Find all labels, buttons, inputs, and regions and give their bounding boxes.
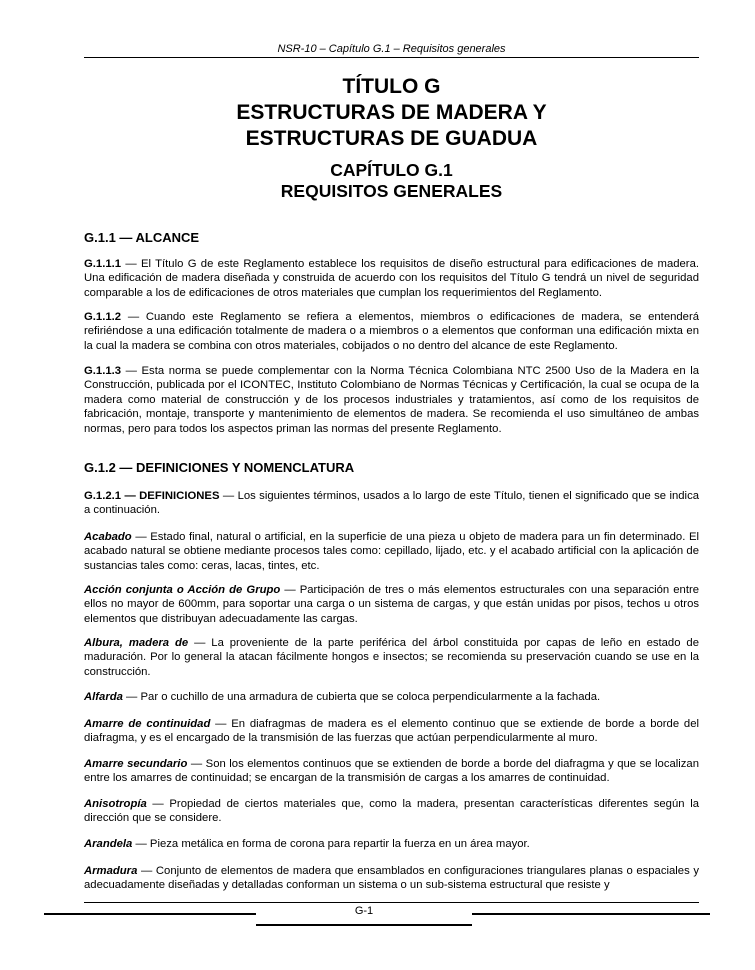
definition-item bbox=[84, 530, 699, 573]
definition-item bbox=[84, 864, 699, 893]
running-header: NSR-10 – Capítulo G.1 – Requisitos generales bbox=[277, 43, 506, 55]
definition-term: Albura, madera de bbox=[84, 637, 189, 649]
definition-item bbox=[84, 690, 699, 704]
definition-text: — Propiedad de ciertos materiales que, como la madera, presentan características diferentes según la dirección que se considere. bbox=[84, 798, 699, 825]
title-line-3: ESTRUCTURAS DE GUADUA bbox=[245, 127, 538, 150]
definition-text: — Par o cuchillo de una armadura de cubierta que se coloca perpendicularmente a la fachada. bbox=[122, 691, 601, 703]
paragraph-text: — Cuando este Reglamento se refiera a elementos, miembros o edificaciones de madera, se entenderá refiriéndose a una edificación totalmente de madera o a miembros o a elementos que conforman una edificación mixta en la cual la madera se combina con otros materiales, cobijados o no dentro del alcance de este Reglamento. bbox=[84, 311, 699, 352]
chapter-line-1: CAPÍTULO G.1 bbox=[330, 160, 453, 180]
definition-text: — Pieza metálica en forma de corona para repartir la fuerza en un área mayor. bbox=[132, 838, 530, 850]
section-heading-alcance: G.1.1 — ALCANCE bbox=[84, 230, 200, 245]
paragraph-text: — Esta norma se puede complementar con la Norma Técnica Colombiana NTC 2500 Uso de la Madera en la Construcción, publicada por el ICONTEC, Instituto Colombiano de Normas Técnicas y Certificación, la cual se ocupa de la madera como material de construcción y de los procesos industriales y tratamientos, así como de los requisitos de fabricación, montaje, transporte y mantenimiento de elementos de madera. Se recomienda el uso simultáneo de ambas normas, pero para todos los aspectos priman las normas del presente Reglamento. bbox=[84, 365, 699, 435]
paragraph-text: — Los siguientes términos, usados a lo largo de este Título, tienen el significado que se indica a continuación. bbox=[84, 490, 700, 517]
definition-term: Acción conjunta o Acción de Grupo bbox=[84, 584, 281, 596]
definition-item bbox=[84, 636, 699, 679]
paragraph-label: G.1.1.1 bbox=[84, 258, 122, 270]
footer-rule-right bbox=[472, 913, 710, 915]
paragraph-g121 bbox=[84, 489, 699, 518]
definition-term: Acabado bbox=[84, 531, 132, 543]
page-number: G-1 bbox=[354, 905, 374, 917]
definition-text: — En diafragmas de madera es el elemento continuo que se extiende de borde a borde del diafragma, y es el encargado de la transmisión de las fuerzas que actúan perpendicularmente al muro. bbox=[84, 718, 699, 745]
footer-rule-left bbox=[44, 913, 256, 915]
section-heading-definiciones: G.1.2 — DEFINICIONES Y NOMENCLATURA bbox=[84, 460, 355, 475]
definition-text: — Son los elementos continuos que se extienden de borde a borde del diafragma y que se localizan entre los amarres de continuidad; se encargan de la transmisión de cargas a los amarres de continuidad. bbox=[84, 758, 699, 785]
definition-item bbox=[84, 757, 699, 786]
definition-term: Anisotropía bbox=[84, 798, 147, 810]
definition-term: Amarre de continuidad bbox=[84, 718, 211, 730]
paragraph-text: — El Título G de este Reglamento establece los requisitos de diseño estructural para edificaciones de madera. Una edificación de madera diseñada y construida de acuerdo con los requisitos del Título G tendrá un nivel de seguridad comparable a los de edificaciones de otros materiales que cumplan los requerimientos del Reglamento. bbox=[84, 258, 699, 299]
definition-term: Armadura bbox=[84, 865, 138, 877]
footer-rule bbox=[84, 902, 699, 903]
definition-term: Arandela bbox=[84, 838, 133, 850]
title-line-2: ESTRUCTURAS DE MADERA Y bbox=[236, 101, 547, 124]
paragraph-label: G.1.2.1 — DEFINICIONES bbox=[84, 490, 220, 502]
definition-item bbox=[84, 797, 699, 826]
chapter-line-2: REQUISITOS GENERALES bbox=[280, 181, 503, 201]
definition-term: Alfarda bbox=[84, 691, 123, 703]
paragraph-g112 bbox=[84, 310, 699, 353]
definition-text: — Estado final, natural o artificial, en la superficie de una pieza u objeto de madera para un fin determinado. El acabado natural se obtiene mediante procesos tales como: cepillado, lijado, etc. y el acabado artificial con la aplicación de sustancias tales como: ceras, lacas, tintes, etc. bbox=[84, 531, 699, 572]
definition-item bbox=[84, 837, 699, 851]
definition-text: — Participación de tres o más elementos estructurales con una separación entre ellos no mayor de 600mm, para soportar una carga o un sistema de cargas, y que están unidas por pisos, techos u otros elementos que distribuyan adecuadamente las cargas. bbox=[84, 584, 699, 625]
page-number-underline bbox=[256, 924, 472, 926]
definition-text: — Conjunto de elementos de madera que ensamblados en configuraciones triangulares planas o espaciales y adecuadamente diseñadas y detalladas conforman un sistema o un sub-sistema estructural que resiste y bbox=[84, 865, 699, 892]
paragraph-g111 bbox=[84, 257, 699, 300]
header-rule bbox=[84, 57, 699, 58]
paragraph-g113 bbox=[84, 364, 699, 436]
title-line-1: TÍTULO G bbox=[342, 75, 441, 98]
paragraph-label: G.1.1.2 bbox=[84, 311, 122, 323]
definition-term: Amarre secundario bbox=[84, 758, 188, 770]
paragraph-label: G.1.1.3 bbox=[84, 365, 122, 377]
definition-item bbox=[84, 583, 699, 626]
definition-text: — La proveniente de la parte periférica del árbol constituida por capas de leño en estado de maduración. Por lo general la atacan fácilmente hongos e insectos; se recomienda su preservación cuando se use en la construcción. bbox=[84, 637, 699, 678]
definition-item bbox=[84, 717, 699, 746]
